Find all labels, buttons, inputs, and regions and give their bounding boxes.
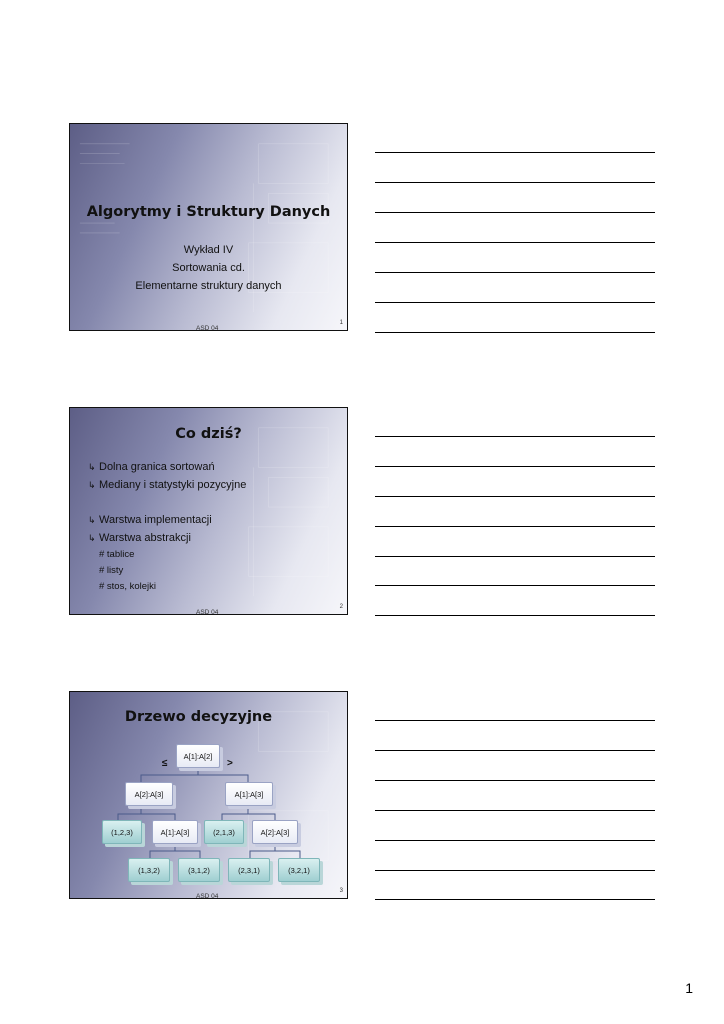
slide-1 (69, 123, 348, 331)
tree-leaf: (1,3,2) (128, 858, 170, 882)
slide-footer: ASD 04 (196, 609, 219, 615)
slide-subtitle-line: Elementarne struktury danych (135, 280, 282, 292)
slide-subtitle-line: Wykład IV (183, 244, 234, 256)
bullet-arrow-icon: ↳ (88, 462, 96, 472)
bullet-item: ↳ Dolna granica sortowań (88, 458, 246, 476)
tree-leaf: (3,1,2) (178, 858, 220, 882)
tree-node: A[2]:A[3] (252, 820, 298, 844)
bullet-item: ↳ Warstwa implementacji (88, 511, 246, 529)
less-equal-label: ≤ (162, 758, 168, 769)
bullet-arrow-icon: ↳ (88, 533, 96, 543)
slide-title: Algorytmy i Struktury Danych (86, 204, 331, 220)
tree-leaf: (3,2,1) (278, 858, 320, 882)
slide-2 (69, 407, 348, 615)
slide-footer: ASD 04 (196, 893, 219, 899)
slide-3 (69, 691, 348, 899)
tree-node: A[1]:A[3] (225, 782, 273, 806)
bullet-item: ↳ Mediany i statystyki pozycyjne (88, 476, 246, 494)
greater-label: > (227, 758, 233, 769)
tree-node: A[1]:A[3] (152, 820, 198, 844)
page-number: 1 (685, 980, 693, 996)
bullet-arrow-icon: ↳ (88, 515, 96, 525)
tree-leaf: (2,1,3) (204, 820, 244, 844)
tree-leaf: (2,3,1) (228, 858, 270, 882)
bullet-list (88, 458, 246, 595)
slide-page-number: 2 (339, 604, 343, 610)
slide-title: Drzewo decyzyjne (124, 709, 273, 725)
slide-page-number: 1 (339, 320, 343, 326)
tree-node-root: A[1]:A[2] (176, 744, 220, 768)
tree-node: A[2]:A[3] (125, 782, 173, 806)
slide-footer: ASD 04 (196, 325, 219, 331)
slide-subtitle-line: Sortowania cd. (172, 262, 245, 274)
slide-page-number: 3 (339, 888, 343, 894)
bullet-item: ↳ Warstwa abstrakcji (88, 529, 246, 547)
bullet-arrow-icon: ↳ (88, 480, 96, 490)
slide-title: Co dziś? (175, 426, 242, 442)
tree-leaf: (1,2,3) (102, 820, 142, 844)
slide-background (70, 124, 347, 330)
sub-bullet-item: # tablice (99, 549, 135, 560)
sub-bullet-item: # listy (99, 565, 124, 576)
sub-bullet-item: # stos, kolejki (99, 581, 157, 592)
